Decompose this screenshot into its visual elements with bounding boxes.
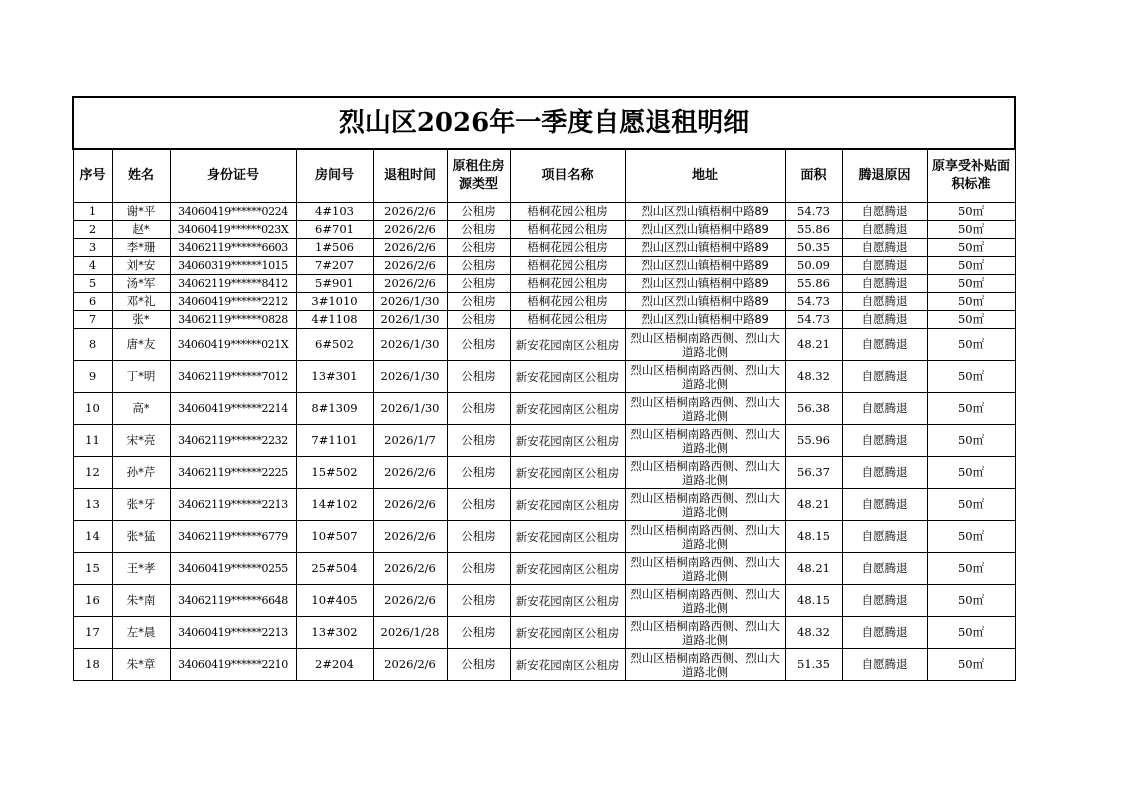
cell-name: 孙*芹	[112, 457, 170, 489]
cell-name: 李*珊	[112, 239, 170, 257]
cell-name: 唐*友	[112, 329, 170, 361]
cell-address: 烈山区烈山镇梧桐中路89	[625, 257, 785, 275]
cell-subsidy: 50㎡	[927, 425, 1015, 457]
cell-housing-type: 公租房	[447, 457, 510, 489]
cell-date: 2026/2/6	[373, 457, 447, 489]
cell-project: 新安花园南区公租房	[510, 329, 625, 361]
cell-area: 51.35	[785, 649, 842, 681]
cell-subsidy: 50㎡	[927, 257, 1015, 275]
cell-housing-type: 公租房	[447, 393, 510, 425]
cell-name: 张*	[112, 311, 170, 329]
cell-housing-type: 公租房	[447, 293, 510, 311]
cell-room: 6#502	[296, 329, 373, 361]
cell-project: 梧桐花园公租房	[510, 311, 625, 329]
cell-housing-type: 公租房	[447, 275, 510, 293]
cell-room: 15#502	[296, 457, 373, 489]
cell-name: 谢*平	[112, 203, 170, 221]
cell-housing-type: 公租房	[447, 425, 510, 457]
cell-housing-type: 公租房	[447, 329, 510, 361]
cell-id-number: 34062119******6779	[170, 521, 296, 553]
cell-room: 7#207	[296, 257, 373, 275]
cell-address: 烈山区梧桐南路西侧、烈山大道路北侧	[625, 585, 785, 617]
cell-area: 48.21	[785, 553, 842, 585]
cell-address: 烈山区梧桐南路西侧、烈山大道路北侧	[625, 425, 785, 457]
cell-seq: 12	[73, 457, 112, 489]
cell-housing-type: 公租房	[447, 649, 510, 681]
cell-name: 王*孝	[112, 553, 170, 585]
cell-address: 烈山区梧桐南路西侧、烈山大道路北侧	[625, 521, 785, 553]
cell-area: 55.86	[785, 221, 842, 239]
header-name: 姓名	[112, 149, 170, 203]
cell-reason: 自愿腾退	[842, 649, 927, 681]
cell-address: 烈山区梧桐南路西侧、烈山大道路北侧	[625, 329, 785, 361]
cell-area: 48.21	[785, 489, 842, 521]
cell-name: 丁*明	[112, 361, 170, 393]
table-row	[73, 649, 1015, 681]
cell-project: 新安花园南区公租房	[510, 393, 625, 425]
cell-address: 烈山区烈山镇梧桐中路89	[625, 203, 785, 221]
cell-project: 梧桐花园公租房	[510, 221, 625, 239]
cell-name: 左*晨	[112, 617, 170, 649]
cell-seq: 4	[73, 257, 112, 275]
cell-project: 新安花园南区公租房	[510, 457, 625, 489]
cell-project: 新安花园南区公租房	[510, 361, 625, 393]
cell-id-number: 34062119******0828	[170, 311, 296, 329]
cell-address: 烈山区梧桐南路西侧、烈山大道路北侧	[625, 649, 785, 681]
cell-address: 烈山区梧桐南路西侧、烈山大道路北侧	[625, 393, 785, 425]
cell-seq: 3	[73, 239, 112, 257]
cell-reason: 自愿腾退	[842, 521, 927, 553]
header-project: 项目名称	[510, 149, 625, 203]
cell-address: 烈山区梧桐南路西侧、烈山大道路北侧	[625, 553, 785, 585]
cell-name: 邓*礼	[112, 293, 170, 311]
cell-area: 48.15	[785, 585, 842, 617]
header-date: 退租时间	[373, 149, 447, 203]
cell-id-number: 34060419******2213	[170, 617, 296, 649]
cell-id-number: 34062119******2232	[170, 425, 296, 457]
cell-id-number: 34062119******7012	[170, 361, 296, 393]
header-area: 面积	[785, 149, 842, 203]
table-row	[73, 293, 1015, 311]
cell-seq: 6	[73, 293, 112, 311]
table-row	[73, 553, 1015, 585]
cell-reason: 自愿腾退	[842, 489, 927, 521]
table-row	[73, 239, 1015, 257]
cell-housing-type: 公租房	[447, 221, 510, 239]
cell-id-number: 34060419******023X	[170, 221, 296, 239]
cell-id-number: 34060419******2210	[170, 649, 296, 681]
header-reason: 腾退原因	[842, 149, 927, 203]
cell-date: 2026/2/6	[373, 203, 447, 221]
table-row	[73, 521, 1015, 553]
cell-subsidy: 50㎡	[927, 361, 1015, 393]
table-row	[73, 425, 1015, 457]
cell-area: 48.32	[785, 361, 842, 393]
cell-seq: 8	[73, 329, 112, 361]
cell-area: 48.15	[785, 521, 842, 553]
cell-id-number: 34060419******2212	[170, 293, 296, 311]
cell-date: 2026/2/6	[373, 489, 447, 521]
table-row	[73, 393, 1015, 425]
cell-subsidy: 50㎡	[927, 553, 1015, 585]
cell-seq: 14	[73, 521, 112, 553]
cell-housing-type: 公租房	[447, 311, 510, 329]
cell-housing-type: 公租房	[447, 489, 510, 521]
cell-id-number: 34060319******1015	[170, 257, 296, 275]
cell-project: 新安花园南区公租房	[510, 553, 625, 585]
cell-area: 54.73	[785, 293, 842, 311]
cell-name: 朱*南	[112, 585, 170, 617]
cell-housing-type: 公租房	[447, 361, 510, 393]
cell-housing-type: 公租房	[447, 239, 510, 257]
cell-id-number: 34060419******2214	[170, 393, 296, 425]
cell-date: 2026/1/30	[373, 311, 447, 329]
cell-housing-type: 公租房	[447, 585, 510, 617]
cell-address: 烈山区烈山镇梧桐中路89	[625, 311, 785, 329]
cell-room: 6#701	[296, 221, 373, 239]
cell-subsidy: 50㎡	[927, 203, 1015, 221]
table-row	[73, 585, 1015, 617]
cell-seq: 10	[73, 393, 112, 425]
cell-room: 3#1010	[296, 293, 373, 311]
cell-housing-type: 公租房	[447, 553, 510, 585]
table-row	[73, 489, 1015, 521]
cell-subsidy: 50㎡	[927, 329, 1015, 361]
header-room: 房间号	[296, 149, 373, 203]
cell-address: 烈山区梧桐南路西侧、烈山大道路北侧	[625, 489, 785, 521]
cell-project: 新安花园南区公租房	[510, 521, 625, 553]
cell-name: 高*	[112, 393, 170, 425]
cell-housing-type: 公租房	[447, 521, 510, 553]
cell-room: 4#1108	[296, 311, 373, 329]
cell-subsidy: 50㎡	[927, 393, 1015, 425]
cell-name: 赵*	[112, 221, 170, 239]
cell-seq: 16	[73, 585, 112, 617]
cell-area: 50.09	[785, 257, 842, 275]
cell-housing-type: 公租房	[447, 617, 510, 649]
cell-subsidy: 50㎡	[927, 311, 1015, 329]
cell-date: 2026/2/6	[373, 585, 447, 617]
cell-project: 梧桐花园公租房	[510, 293, 625, 311]
cell-address: 烈山区烈山镇梧桐中路89	[625, 221, 785, 239]
cell-area: 50.35	[785, 239, 842, 257]
cell-reason: 自愿腾退	[842, 203, 927, 221]
cell-area: 48.32	[785, 617, 842, 649]
cell-reason: 自愿腾退	[842, 311, 927, 329]
cell-date: 2026/2/6	[373, 553, 447, 585]
header-row	[73, 149, 1015, 203]
cell-id-number: 34062119******6603	[170, 239, 296, 257]
cell-date: 2026/2/6	[373, 521, 447, 553]
table-row	[73, 457, 1015, 489]
cell-seq: 5	[73, 275, 112, 293]
cell-area: 54.73	[785, 203, 842, 221]
cell-date: 2026/2/6	[373, 257, 447, 275]
cell-reason: 自愿腾退	[842, 257, 927, 275]
cell-reason: 自愿腾退	[842, 329, 927, 361]
cell-seq: 1	[73, 203, 112, 221]
cell-reason: 自愿腾退	[842, 275, 927, 293]
cell-name: 刘*安	[112, 257, 170, 275]
table-row	[73, 203, 1015, 221]
cell-room: 10#405	[296, 585, 373, 617]
cell-room: 1#506	[296, 239, 373, 257]
table-row	[73, 311, 1015, 329]
cell-reason: 自愿腾退	[842, 361, 927, 393]
cell-id-number: 34062119******2225	[170, 457, 296, 489]
cell-date: 2026/1/30	[373, 361, 447, 393]
cell-project: 新安花园南区公租房	[510, 425, 625, 457]
cell-project: 新安花园南区公租房	[510, 649, 625, 681]
table-row	[73, 617, 1015, 649]
header-address: 地址	[625, 149, 785, 203]
cell-id-number: 34062119******6648	[170, 585, 296, 617]
cell-subsidy: 50㎡	[927, 521, 1015, 553]
cell-id-number: 34060419******0224	[170, 203, 296, 221]
cell-date: 2026/1/28	[373, 617, 447, 649]
cell-date: 2026/2/6	[373, 649, 447, 681]
cell-room: 14#102	[296, 489, 373, 521]
cell-room: 5#901	[296, 275, 373, 293]
cell-reason: 自愿腾退	[842, 293, 927, 311]
cell-seq: 9	[73, 361, 112, 393]
header-housing-type: 原租住房源类型	[447, 149, 510, 203]
cell-address: 烈山区梧桐南路西侧、烈山大道路北侧	[625, 617, 785, 649]
cell-seq: 11	[73, 425, 112, 457]
cell-reason: 自愿腾退	[842, 239, 927, 257]
cell-name: 宋*亮	[112, 425, 170, 457]
cell-id-number: 34060419******0255	[170, 553, 296, 585]
cell-area: 55.96	[785, 425, 842, 457]
cell-address: 烈山区烈山镇梧桐中路89	[625, 239, 785, 257]
cell-room: 4#103	[296, 203, 373, 221]
cell-project: 新安花园南区公租房	[510, 585, 625, 617]
cell-id-number: 34060419******021X	[170, 329, 296, 361]
cell-address: 烈山区烈山镇梧桐中路89	[625, 275, 785, 293]
cell-reason: 自愿腾退	[842, 617, 927, 649]
cell-project: 梧桐花园公租房	[510, 203, 625, 221]
cell-date: 2026/1/30	[373, 293, 447, 311]
cell-date: 2026/2/6	[373, 239, 447, 257]
cell-id-number: 34062119******8412	[170, 275, 296, 293]
cell-reason: 自愿腾退	[842, 221, 927, 239]
cell-id-number: 34062119******2213	[170, 489, 296, 521]
cell-project: 梧桐花园公租房	[510, 239, 625, 257]
cell-room: 25#504	[296, 553, 373, 585]
table-row	[73, 221, 1015, 239]
cell-project: 梧桐花园公租房	[510, 257, 625, 275]
cell-room: 13#301	[296, 361, 373, 393]
cell-project: 新安花园南区公租房	[510, 489, 625, 521]
cell-seq: 13	[73, 489, 112, 521]
cell-area: 55.86	[785, 275, 842, 293]
cell-housing-type: 公租房	[447, 257, 510, 275]
cell-address: 烈山区梧桐南路西侧、烈山大道路北侧	[625, 361, 785, 393]
table-row	[73, 257, 1015, 275]
cell-name: 汤*军	[112, 275, 170, 293]
cell-reason: 自愿腾退	[842, 553, 927, 585]
cell-room: 7#1101	[296, 425, 373, 457]
cell-subsidy: 50㎡	[927, 585, 1015, 617]
cell-date: 2026/1/7	[373, 425, 447, 457]
cell-area: 48.21	[785, 329, 842, 361]
cell-room: 8#1309	[296, 393, 373, 425]
cell-area: 54.73	[785, 311, 842, 329]
cell-date: 2026/1/30	[373, 393, 447, 425]
cell-address: 烈山区烈山镇梧桐中路89	[625, 293, 785, 311]
cell-room: 2#204	[296, 649, 373, 681]
cell-area: 56.37	[785, 457, 842, 489]
cell-area: 56.38	[785, 393, 842, 425]
page-title: 烈山区2026年一季度自愿退租明细	[73, 97, 1015, 149]
cell-date: 2026/2/6	[373, 275, 447, 293]
cell-room: 10#507	[296, 521, 373, 553]
cell-date: 2026/2/6	[373, 221, 447, 239]
cell-subsidy: 50㎡	[927, 489, 1015, 521]
cell-subsidy: 50㎡	[927, 275, 1015, 293]
table-row	[73, 329, 1015, 361]
cell-reason: 自愿腾退	[842, 457, 927, 489]
cell-seq: 2	[73, 221, 112, 239]
cell-name: 张*猛	[112, 521, 170, 553]
cell-reason: 自愿腾退	[842, 425, 927, 457]
cell-seq: 17	[73, 617, 112, 649]
cell-seq: 7	[73, 311, 112, 329]
cell-subsidy: 50㎡	[927, 649, 1015, 681]
cell-subsidy: 50㎡	[927, 239, 1015, 257]
cell-seq: 15	[73, 553, 112, 585]
cell-project: 梧桐花园公租房	[510, 275, 625, 293]
table-row	[73, 275, 1015, 293]
cell-project: 新安花园南区公租房	[510, 617, 625, 649]
cell-address: 烈山区梧桐南路西侧、烈山大道路北侧	[625, 457, 785, 489]
retirement-table	[72, 96, 1016, 681]
cell-reason: 自愿腾退	[842, 585, 927, 617]
cell-reason: 自愿腾退	[842, 393, 927, 425]
cell-subsidy: 50㎡	[927, 293, 1015, 311]
cell-name: 朱*章	[112, 649, 170, 681]
cell-housing-type: 公租房	[447, 203, 510, 221]
cell-seq: 18	[73, 649, 112, 681]
cell-subsidy: 50㎡	[927, 221, 1015, 239]
cell-subsidy: 50㎡	[927, 457, 1015, 489]
cell-subsidy: 50㎡	[927, 617, 1015, 649]
cell-name: 张*牙	[112, 489, 170, 521]
header-subsidy: 原享受补贴面积标准	[927, 149, 1015, 203]
header-id-number: 身份证号	[170, 149, 296, 203]
header-seq: 序号	[73, 149, 112, 203]
table-row	[73, 361, 1015, 393]
cell-room: 13#302	[296, 617, 373, 649]
cell-date: 2026/1/30	[373, 329, 447, 361]
